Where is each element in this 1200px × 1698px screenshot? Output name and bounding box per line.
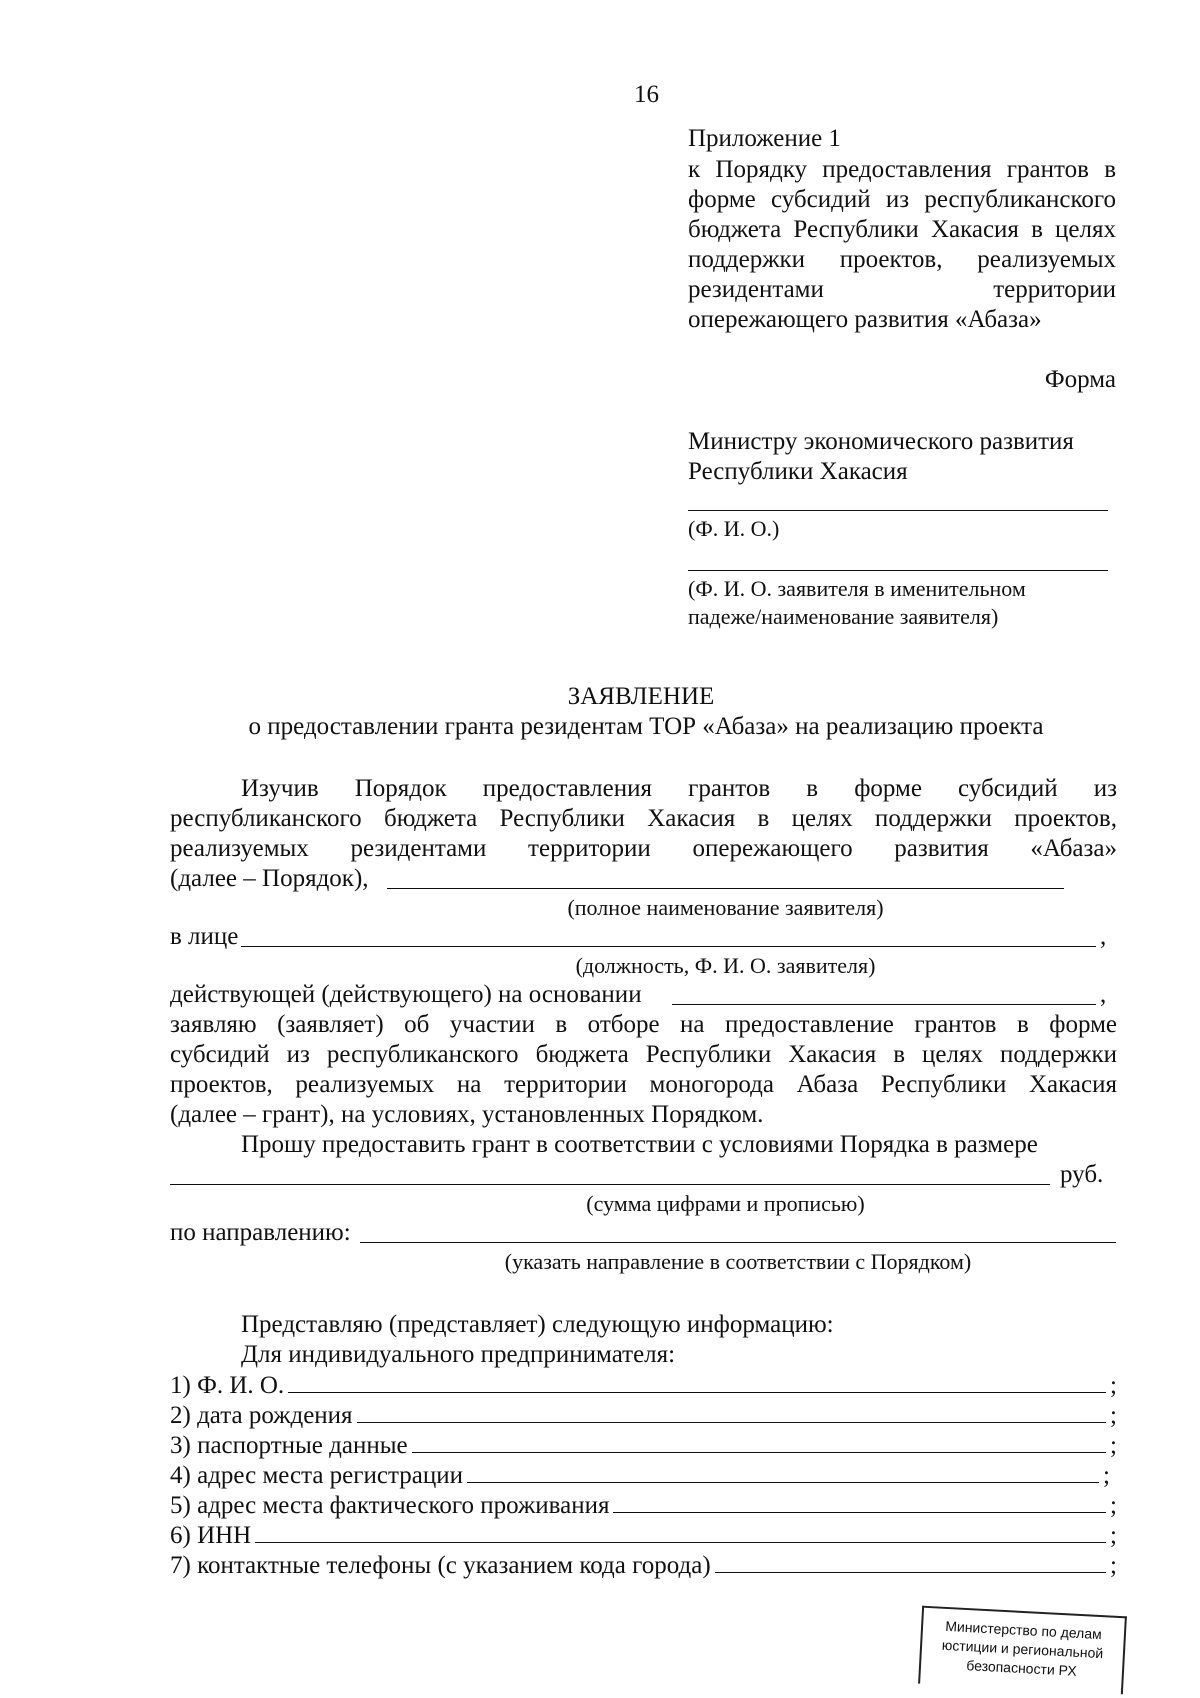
- item-end: ;: [1110, 1432, 1117, 1459]
- body-text: субсидий из республиканского бюджета Республики Хакасия в целях поддержки: [170, 1041, 1117, 1068]
- comma: ,: [1100, 923, 1107, 950]
- item-label: 7) контактные телефоны (с указанием кода города): [170, 1552, 711, 1579]
- sum-caption: (сумма цифрами и прописью): [586, 1191, 865, 1216]
- list-item: [170, 1430, 1117, 1461]
- item-blank-line: [467, 1460, 1099, 1483]
- page-number: 16: [634, 81, 659, 108]
- body-text: в лице: [170, 923, 239, 950]
- document-title: ЗАЯВЛЕНИЕ: [567, 683, 715, 710]
- fio-blank-line: [688, 510, 1108, 511]
- stamp-line: Министерство по делам: [944, 1617, 1103, 1643]
- item-label: 6) ИНН: [170, 1522, 252, 1549]
- annex-line: резидентами территории: [688, 276, 1116, 303]
- direction-caption: (указать направление в соответствии с Порядком): [504, 1249, 972, 1274]
- full-name-caption: (полное наименование заявителя): [567, 895, 884, 920]
- body-text: заявляю (заявляет) об участии в отборе на предоставление грантов в форме: [170, 1011, 1117, 1038]
- ministry-stamp: [918, 1606, 1127, 1695]
- item-end: ;: [1110, 1552, 1117, 1579]
- basis-blank-line: [672, 1004, 1096, 1005]
- item-end: ;: [1110, 1402, 1117, 1429]
- body-text: Прошу предоставить грант в соответствии с условиями Порядка в размере: [241, 1131, 1038, 1158]
- item-blank-line: [288, 1370, 1106, 1393]
- item-label: 1) Ф. И. О.: [170, 1372, 285, 1399]
- body-text: по направлению:: [170, 1219, 351, 1246]
- body-text: действующей (действующего) на основании: [170, 981, 642, 1008]
- list-item: [170, 1370, 1117, 1401]
- annex-line: поддержки проектов, реализуемых: [688, 246, 1116, 273]
- full-name-blank-line: [387, 888, 1064, 889]
- annex-line: бюджета Республики Хакасия в целях: [688, 216, 1116, 243]
- stamp-line: безопасности РХ: [965, 1657, 1078, 1679]
- addressee-line: Министру экономического развития: [688, 428, 1074, 455]
- sum-blank-line: [170, 1184, 1050, 1185]
- item-blank-line: [255, 1520, 1106, 1543]
- body-text: (далее – Порядок),: [170, 865, 369, 892]
- document-subtitle: о предоставлении гранта резидентам ТОР «Абаза» на реализацию проекта: [248, 713, 1044, 740]
- item-end: ;: [1103, 1462, 1110, 1489]
- applicant-caption: (Ф. И. О. заявителя в именительном: [688, 576, 1026, 601]
- position-caption: (должность, Ф. И. О. заявителя): [575, 953, 876, 978]
- info-intro: Представляю (представляет) следующую информацию:: [241, 1311, 834, 1338]
- fio-caption: (Ф. И. О.): [688, 516, 780, 541]
- item-blank-line: [715, 1550, 1106, 1573]
- direction-blank-line: [360, 1242, 1116, 1243]
- annex-line: опережающего развития «Абаза»: [688, 306, 1042, 333]
- item-label: 3) паспортные данные: [170, 1432, 408, 1459]
- item-end: ;: [1110, 1372, 1117, 1399]
- body-text: реализуемых резидентами территории опережающего развития «Абаза»: [170, 835, 1117, 862]
- stamp-line: юстиции и региональной: [941, 1636, 1104, 1662]
- item-end: ;: [1110, 1522, 1117, 1549]
- list-item: [170, 1400, 1117, 1431]
- position-blank-line: [241, 946, 1096, 947]
- annex-line: к Порядку предоставления грантов в: [688, 156, 1116, 183]
- comma: ,: [1100, 981, 1107, 1008]
- item-label: 4) адрес места регистрации: [170, 1462, 463, 1489]
- list-item: [170, 1520, 1117, 1551]
- item-label: 2) дата рождения: [170, 1402, 353, 1429]
- annex-line: форме субсидий из республиканского: [688, 186, 1116, 213]
- item-blank-line: [412, 1430, 1106, 1453]
- item-blank-line: [613, 1490, 1106, 1513]
- addressee-line: Республики Хакасия: [688, 458, 908, 485]
- item-blank-line: [357, 1400, 1107, 1423]
- item-label: 5) адрес места фактического проживания: [170, 1492, 610, 1519]
- body-text: Изучив Порядок предоставления грантов в форме субсидий из: [241, 775, 1117, 802]
- list-item: [170, 1460, 1110, 1491]
- form-label: Форма: [1044, 366, 1116, 393]
- applicant-caption: падеже/наименование заявителя): [688, 604, 999, 629]
- list-item: [170, 1550, 1117, 1581]
- currency-label: руб.: [1060, 1161, 1104, 1188]
- applicant-blank-line: [688, 570, 1108, 571]
- item-end: ;: [1110, 1492, 1117, 1519]
- body-text: республиканского бюджета Республики Хакасия в целях поддержки проектов,: [170, 805, 1117, 832]
- list-item: [170, 1490, 1117, 1521]
- body-text: (далее – грант), на условиях, установленных Порядком.: [170, 1101, 764, 1128]
- ip-intro: Для индивидуального предпринимателя:: [241, 1341, 676, 1368]
- body-text: проектов, реализуемых на территории моногорода Абаза Республики Хакасия: [170, 1071, 1117, 1098]
- annex-title: Приложение 1: [688, 125, 841, 152]
